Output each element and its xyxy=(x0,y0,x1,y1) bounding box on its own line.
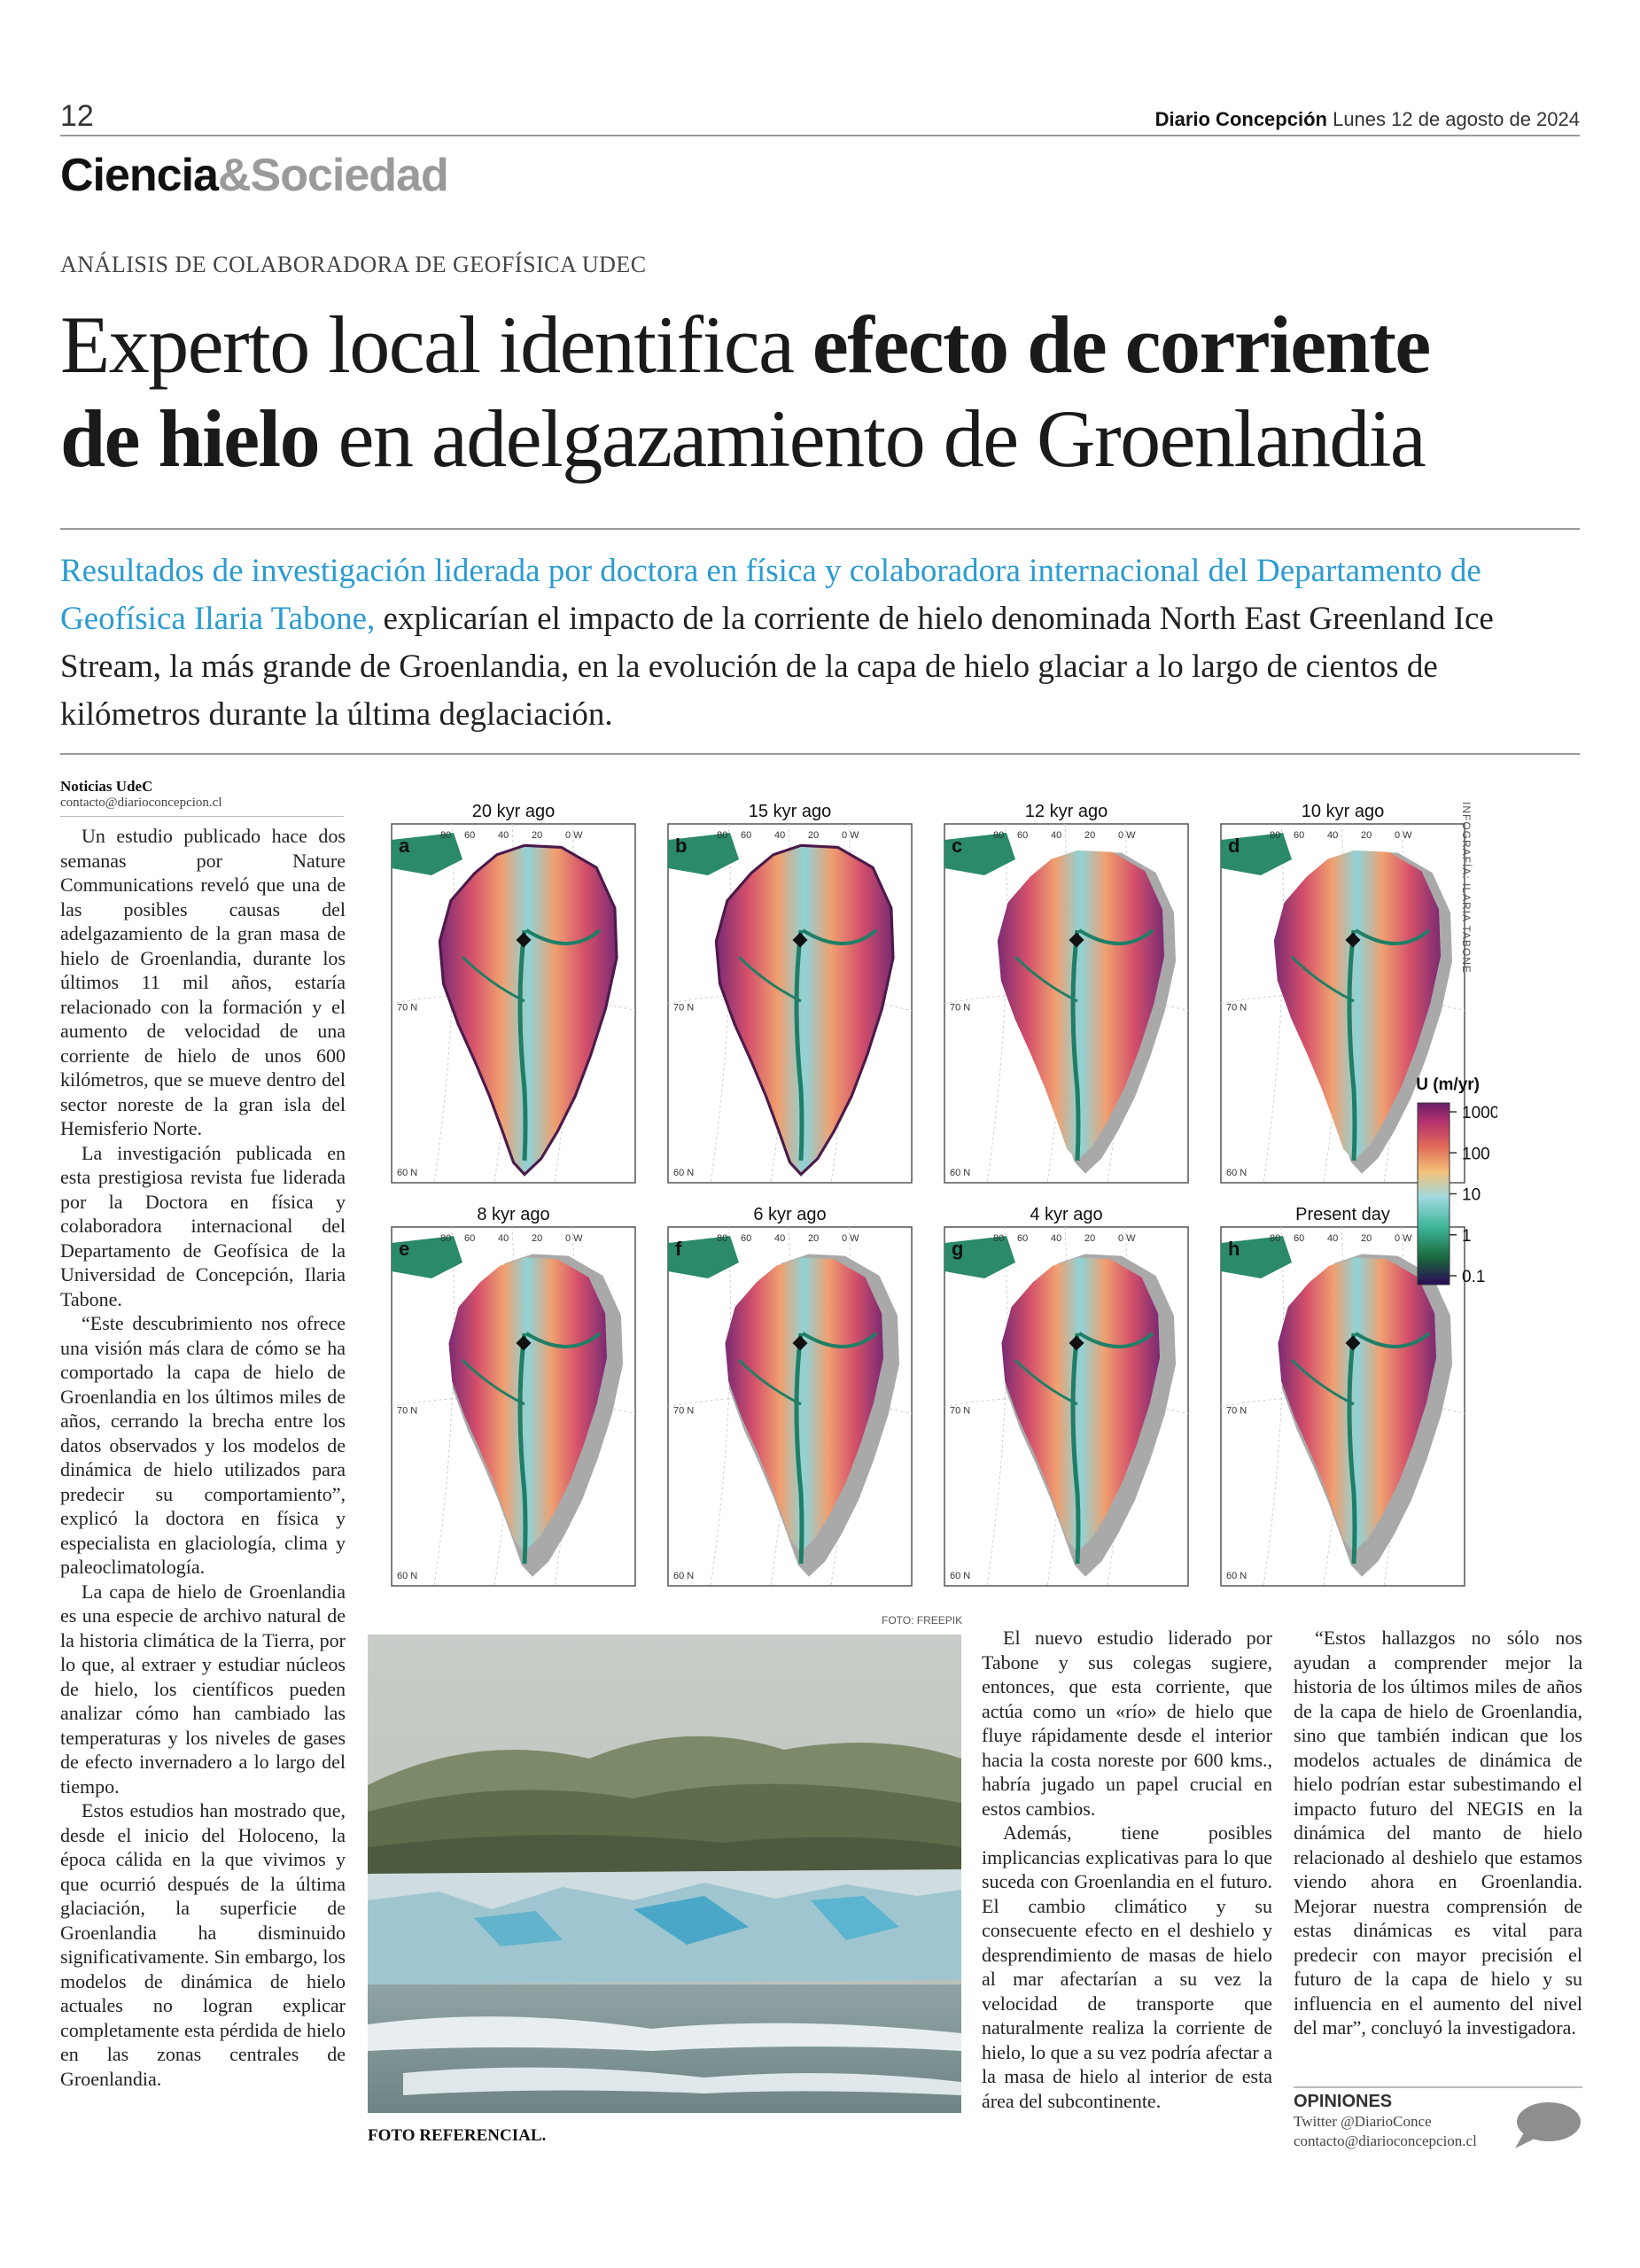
deck-text: explicarían el impacto de la corriente de hielo denominada North East Greenland Ice Stream, la más grande de Groenlandia, en la evolución de la capa de hielo glaciar a lo largo de cientos de kilómetros durante la última deglaciación. xyxy=(60,601,1494,733)
colorbar-tick-label: 10 xyxy=(1462,1185,1481,1205)
longitude-label: 80 xyxy=(440,830,452,841)
issue-date: Lunes 12 de agosto de 2024 xyxy=(1333,108,1580,130)
map-panel-g xyxy=(944,1205,1188,1586)
colorbar-tick-label: 1000 xyxy=(1462,1104,1497,1122)
header-divider xyxy=(60,135,1580,136)
longitude-label: 80 xyxy=(1270,1233,1281,1244)
longitude-label: 0 W xyxy=(842,830,859,841)
masthead-date-line xyxy=(1155,108,1580,131)
photo-caption: FOTO REFERENCIAL. xyxy=(368,2126,547,2145)
colorbar-tick-label: 100 xyxy=(1462,1145,1490,1164)
latitude-label-70: 70 N xyxy=(673,1405,695,1417)
deck-divider xyxy=(60,753,1580,755)
panel-letter: g xyxy=(952,1238,964,1260)
panel-letter: h xyxy=(1228,1238,1240,1260)
longitude-label: 60 xyxy=(741,1233,752,1244)
longitude-label: 0 W xyxy=(1395,1233,1412,1244)
longitude-label: 0 W xyxy=(565,1233,583,1244)
longitude-label: 20 xyxy=(1361,1233,1372,1244)
longitude-label: 20 xyxy=(808,1233,820,1244)
paragraph: La capa de hielo de Groenlandia es una especie de archivo natural de la historia climática de la Tierra, por lo que, al extraer y estudiar núcleos de hielo, los científicos pueden analizar cómo han cambiado las temperaturas y los niveles de gases de efecto invernadero a lo largo del tiempo. xyxy=(60,1580,346,1798)
colorbar-tick-label: 1 xyxy=(1462,1226,1472,1246)
map-panel-c xyxy=(944,802,1188,1183)
body-column-4 xyxy=(1294,1626,1582,2040)
longitude-label: 20 xyxy=(532,1233,543,1244)
section-title xyxy=(60,149,448,202)
latitude-label-60: 60 N xyxy=(1226,1168,1247,1178)
longitude-label: 60 xyxy=(464,830,476,841)
byline-email: contacto@diarioconcepcion.cl xyxy=(60,796,222,810)
photo-credit: FOTO: FREEPIK xyxy=(882,1614,963,1627)
latitude-label-70: 70 N xyxy=(397,1002,418,1014)
headline-text-1: Experto local identifica xyxy=(60,299,812,390)
paragraph: “Este descubrimiento nos ofrece una visión más clara de cómo se ha comportado la capa de hielo de Groenlandia en los últimos miles de años, cerrando la brecha entre los datos observados y los modelos de dinámica de hielo utilizados para predecir su comportamiento”, explicó la doctora en física y especialista en glaciología, clima y paleoclimatología. xyxy=(60,1312,346,1578)
longitude-label: 60 xyxy=(464,1233,476,1244)
longitude-label: 0 W xyxy=(1118,830,1136,841)
latitude-label-60: 60 N xyxy=(397,1168,418,1178)
longitude-label: 60 xyxy=(1294,1233,1305,1244)
panel-title: 6 kyr ago xyxy=(753,1205,827,1224)
page-number: 12 xyxy=(60,99,94,133)
paragraph: Un estudio publicado hace dos semanas por Nature Communications reveló que una de las posibles causas del adelgazamiento de la gran masa de hielo de Groenlandia, durante los últimos 11 mil años, estaría relacionado con la formación y el aumento de velocidad de una corriente de hielo de unos 600 kilómetros, que se mueve dentro del sector noreste de la gran isla del Hemisferio Norte. xyxy=(60,825,346,1139)
longitude-label: 40 xyxy=(498,1233,509,1244)
longitude-label: 0 W xyxy=(1118,1233,1136,1244)
colorbar-tick-label: 0.1 xyxy=(1462,1268,1486,1286)
paragraph: “Estos hallazgos no sólo nos ayudan a comprender mejor la historia de los últimos miles de años de la capa de hielo de Groenlandia, sino que también indican que los modelos actuales de dinámica de hielo podrían estar subestimando el impacto futuro del NEGIS en la dinámica del manto de hielo relacionado al deshielo que estamos viendo ahora en Groenlandia. Mejorar nuestra comprensión de estas dinámicas es vital para predecir con mayor precisión el futuro de la capa de hielo y su influencia en el aumento del nivel del mar”, concluyó la investigadora. xyxy=(1294,1627,1582,2039)
longitude-label: 40 xyxy=(498,830,509,841)
panel-title: 10 kyr ago xyxy=(1301,802,1385,821)
longitude-label: 40 xyxy=(1051,830,1062,841)
longitude-label: 20 xyxy=(1361,830,1372,841)
panel-letter: a xyxy=(399,835,410,857)
longitude-label: 0 W xyxy=(842,1233,859,1244)
latitude-label-70: 70 N xyxy=(673,1002,695,1014)
paragraph: El nuevo estudio liderado por Tabone y sus colegas sugiere, entonces, que esta corriente, que actúa como un «río» de hielo que fluye rápidamente desde el interior hacia la costa noreste por 600 kms., habría jugado un papel crucial en estos cambios. xyxy=(982,1627,1272,1820)
longitude-label: 0 W xyxy=(1395,830,1412,841)
longitude-label: 80 xyxy=(717,1233,728,1244)
panel-title: 15 kyr ago xyxy=(748,802,832,821)
longitude-label: 40 xyxy=(1327,1233,1339,1244)
longitude-label: 0 W xyxy=(565,830,583,841)
latitude-label-60: 60 N xyxy=(950,1168,971,1178)
paragraph: La investigación publicada en esta prestigiosa revista fue liderada por la Doctora en física y colaboradora internacional del Departamento de Geofísica de la Universidad de Concepción, Ilaria Tabone. xyxy=(60,1141,346,1310)
body-column-3 xyxy=(982,1626,1272,2113)
headline-bold-2: de hielo xyxy=(60,393,320,484)
section-title-ciencia: Ciencia xyxy=(60,150,218,201)
map-panel-e xyxy=(392,1205,635,1586)
longitude-label: 60 xyxy=(1294,830,1305,841)
longitude-label: 80 xyxy=(717,830,728,841)
opiniones-email: contacto@diarioconcepcion.cl xyxy=(1294,2132,1477,2149)
longitude-label: 20 xyxy=(808,830,820,841)
panel-letter: b xyxy=(675,835,688,857)
body-column-1 xyxy=(60,824,346,2091)
latitude-label-60: 60 N xyxy=(1226,1571,1247,1581)
latitude-label-60: 60 N xyxy=(950,1571,971,1581)
longitude-label: 80 xyxy=(440,1233,452,1244)
panel-title: Present day xyxy=(1295,1205,1390,1224)
longitude-label: 60 xyxy=(741,830,752,841)
latitude-label-70: 70 N xyxy=(1226,1002,1247,1014)
latitude-label-70: 70 N xyxy=(397,1405,418,1417)
ice-velocity-maps xyxy=(381,793,1497,1590)
latitude-label-60: 60 N xyxy=(673,1571,695,1581)
colorbar-scale xyxy=(1418,1103,1450,1285)
byline-name: Noticias UdeC xyxy=(60,778,153,795)
section-title-sociedad: &Sociedad xyxy=(217,150,448,201)
latitude-label-70: 70 N xyxy=(1226,1405,1247,1417)
glacier-photo xyxy=(368,1635,961,2113)
figure-credit: INFOGRAFÍA: ILARIA TABONE xyxy=(1460,802,1473,974)
panel-title: 8 kyr ago xyxy=(477,1205,550,1224)
longitude-label: 80 xyxy=(1270,830,1281,841)
article-kicker: ANÁLISIS DE COLABORADORA DE GEOFÍSICA UDEC xyxy=(60,252,647,277)
longitude-label: 20 xyxy=(1084,1233,1096,1244)
longitude-label: 20 xyxy=(1084,830,1096,841)
panel-title: 12 kyr ago xyxy=(1024,802,1108,821)
opiniones-box xyxy=(1294,2086,1582,2151)
longitude-label: 60 xyxy=(1017,830,1029,841)
speech-bubble-icon xyxy=(1512,2101,1582,2152)
headline-text-2: en adelgazamiento de Groenlandia xyxy=(319,393,1426,484)
longitude-label: 60 xyxy=(1017,1233,1029,1244)
article-headline xyxy=(60,298,1584,485)
longitude-label: 80 xyxy=(993,830,1005,841)
byline xyxy=(60,778,344,817)
longitude-label: 20 xyxy=(532,830,543,841)
headline-bold-1: efecto de corriente xyxy=(812,299,1430,390)
longitude-label: 40 xyxy=(774,830,786,841)
paragraph: Estos estudios han mostrado que, desde el inicio del Holoceno, la época cálida en la que vivimos y que ocurrió después de la última glaciación, la superficie de Groenlandia ha disminuido significativamente. Sin embargo, los modelos de dinámica de hielo actuales no logran explicar completamente esta pérdida de hielo en las zonas centrales de Groenlandia. xyxy=(60,1799,346,2090)
opiniones-title: OPINIONES xyxy=(1294,2092,1393,2111)
deck-highlight: Resultados de investigación liderada por doctora en física y colaboradora internacional del Departamento de Geofísica Ilaria Tabone, xyxy=(60,553,1481,637)
latitude-label-70: 70 N xyxy=(950,1002,971,1014)
paragraph: Además, tiene posibles implicancias explicativas para lo que suceda con Groenlandia en el futuro. El cambio climático y su consecuente efecto en el deshielo y desprendimiento de masas de hielo al mar afectarían a su vez la velocidad de transporte que naturalmente realiza la corriente de hielo, lo que a su vez podría afectar a la masa de hielo al interior de esta área del subcontinente. xyxy=(982,1821,1273,2112)
latitude-label-60: 60 N xyxy=(673,1168,695,1178)
panel-letter: c xyxy=(952,835,963,857)
latitude-label-70: 70 N xyxy=(950,1405,971,1417)
newspaper-name: Diario Concepción xyxy=(1154,108,1327,130)
headline-divider xyxy=(60,528,1580,530)
map-panel-f xyxy=(668,1205,912,1586)
panel-letter: e xyxy=(399,1238,410,1260)
colorbar-title: U (m/yr) xyxy=(1416,1076,1480,1094)
longitude-label: 40 xyxy=(774,1233,786,1244)
longitude-label: 40 xyxy=(1327,830,1339,841)
article-deck xyxy=(60,548,1584,739)
longitude-label: 80 xyxy=(993,1233,1005,1244)
panel-title: 4 kyr ago xyxy=(1030,1205,1103,1224)
map-panel-b xyxy=(668,802,912,1183)
glacier-photo-illustration xyxy=(368,1635,961,2113)
panel-letter: d xyxy=(1228,835,1240,857)
opiniones-twitter: Twitter @DiarioConce xyxy=(1294,2113,1432,2130)
map-panel-a xyxy=(392,802,635,1183)
latitude-label-60: 60 N xyxy=(397,1571,418,1581)
longitude-label: 40 xyxy=(1051,1233,1062,1244)
panel-letter: f xyxy=(675,1238,682,1260)
ice-velocity-figure xyxy=(381,793,1497,1590)
panel-title: 20 kyr ago xyxy=(471,802,556,821)
